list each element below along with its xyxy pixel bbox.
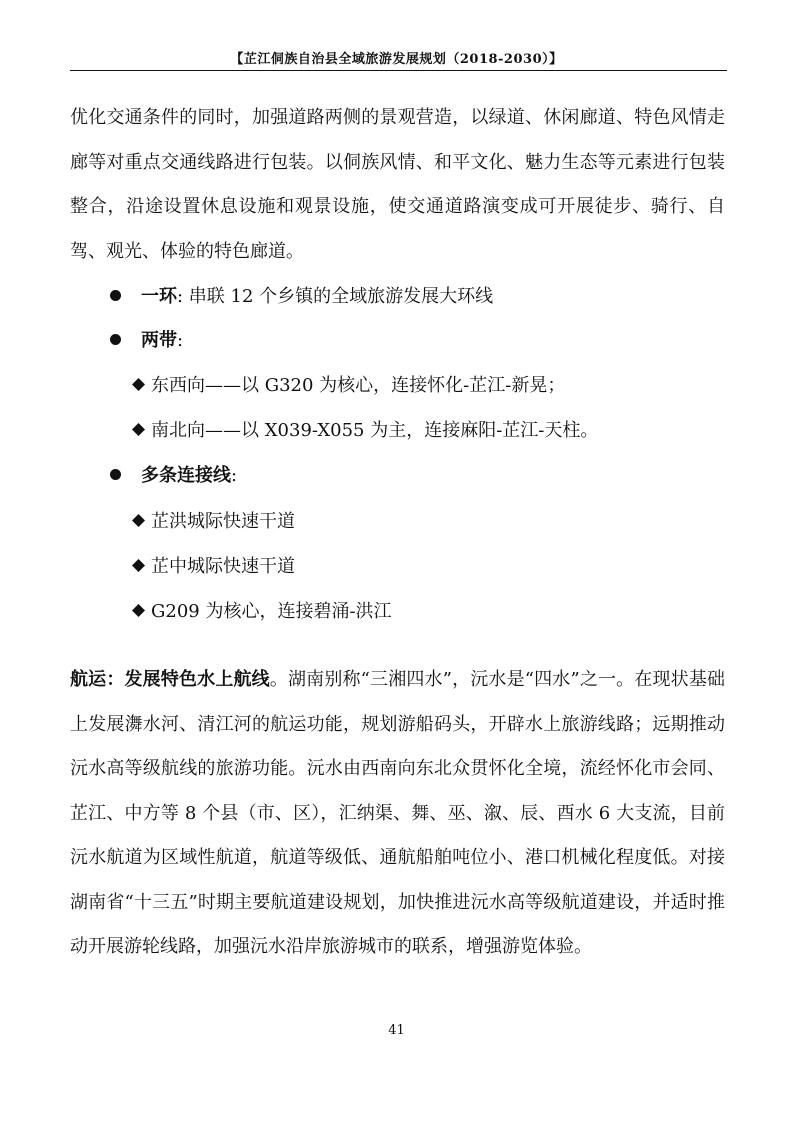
- sub-bullet-zhizhong: [132, 545, 295, 589]
- diamond-bullet-icon: [132, 514, 145, 527]
- diamond-bullet-icon: [132, 423, 145, 436]
- intro-paragraph: 优化交通条件的同时，加强道路两侧的景观营造，以绿道、休闲廊道、特色风情走廊等对重点交通线路进行包装。以侗族风情、和平文化、魅力生态等元素进行包装整合，沿途设置休息设施和观景设施，使交通道路演变成可开展徒步、骑行、自驾、观光、体验的特色廊道。: [70, 107, 725, 262]
- sub-bullet-g209: [132, 590, 392, 634]
- diamond-bullet-icon: [132, 604, 145, 617]
- sub-bullet-text: 南北向——以 X039-X055 为主，连接麻阳-芷江-天柱。: [151, 420, 599, 441]
- sub-bullet-text: 芷洪城际快速干道: [151, 511, 295, 532]
- bullet-liangdai-label: 两带: [141, 330, 177, 351]
- bullet-yihuan-text: : 串联 12 个乡镇的全域旅游发展大环线: [177, 286, 494, 307]
- shipping-lead: 航运：发展特色水上航线: [70, 669, 270, 690]
- sub-bullet-zhihong: [132, 500, 295, 544]
- bullet-dot-icon: [110, 290, 121, 301]
- bullet-dot-icon: [110, 469, 121, 480]
- diamond-bullet-icon: [132, 559, 145, 572]
- sub-bullet-text: G209 为核心，连接碧涌-洪江: [151, 601, 392, 622]
- page-number: 41: [388, 1023, 405, 1038]
- page-header: 【芷江侗族自治县全域旅游发展规划（2018-2030）】: [230, 52, 563, 67]
- sub-bullet-east-west: [132, 364, 565, 408]
- bullet-dot-icon: [110, 334, 121, 345]
- bullet-liangdai-text: :: [177, 330, 184, 351]
- bullet-liangdai: [110, 319, 183, 363]
- diamond-bullet-icon: [132, 378, 145, 391]
- header-divider: [70, 70, 727, 71]
- bullet-yihuan: [110, 275, 493, 319]
- shipping-paragraph: [70, 658, 725, 970]
- bullet-yihuan-label: 一环: [141, 286, 177, 307]
- shipping-body: 。湖南别称“三湘四水”，沅水是“四水”之一。在现状基础上发展㵲水河、清江河的航运功能，规划游船码头，开辟水上旅游线路；远期推动沅水高等级航线的旅游功能。沅水由西南向东北众贯怀化全境，流经怀化市会同、芷江、中方等 8 个县（市、区），汇纳渠、舞、巫、溆、辰、酉水 6 大支流，目前沅水航道为区域性航道，航道等级低、通航船舶吨位小、港口机械化程度低。对接湖南省“十三五”时期主要航道建设规划，加快推进沅水高等级航道建设，并适时推动开展游轮线路，加强沅水沿岸旅游城市的联系，增强游览体验。: [70, 669, 725, 957]
- bullet-duotiao-text: :: [231, 465, 238, 486]
- sub-bullet-text: 东西向——以 G320 为核心，连接怀化-芷江-新晃；: [151, 375, 566, 396]
- bullet-duotiao: [110, 454, 237, 498]
- sub-bullet-text: 芷中城际快速干道: [151, 556, 295, 577]
- bullet-duotiao-label: 多条连接线: [141, 465, 231, 486]
- sub-bullet-north-south: [132, 409, 598, 453]
